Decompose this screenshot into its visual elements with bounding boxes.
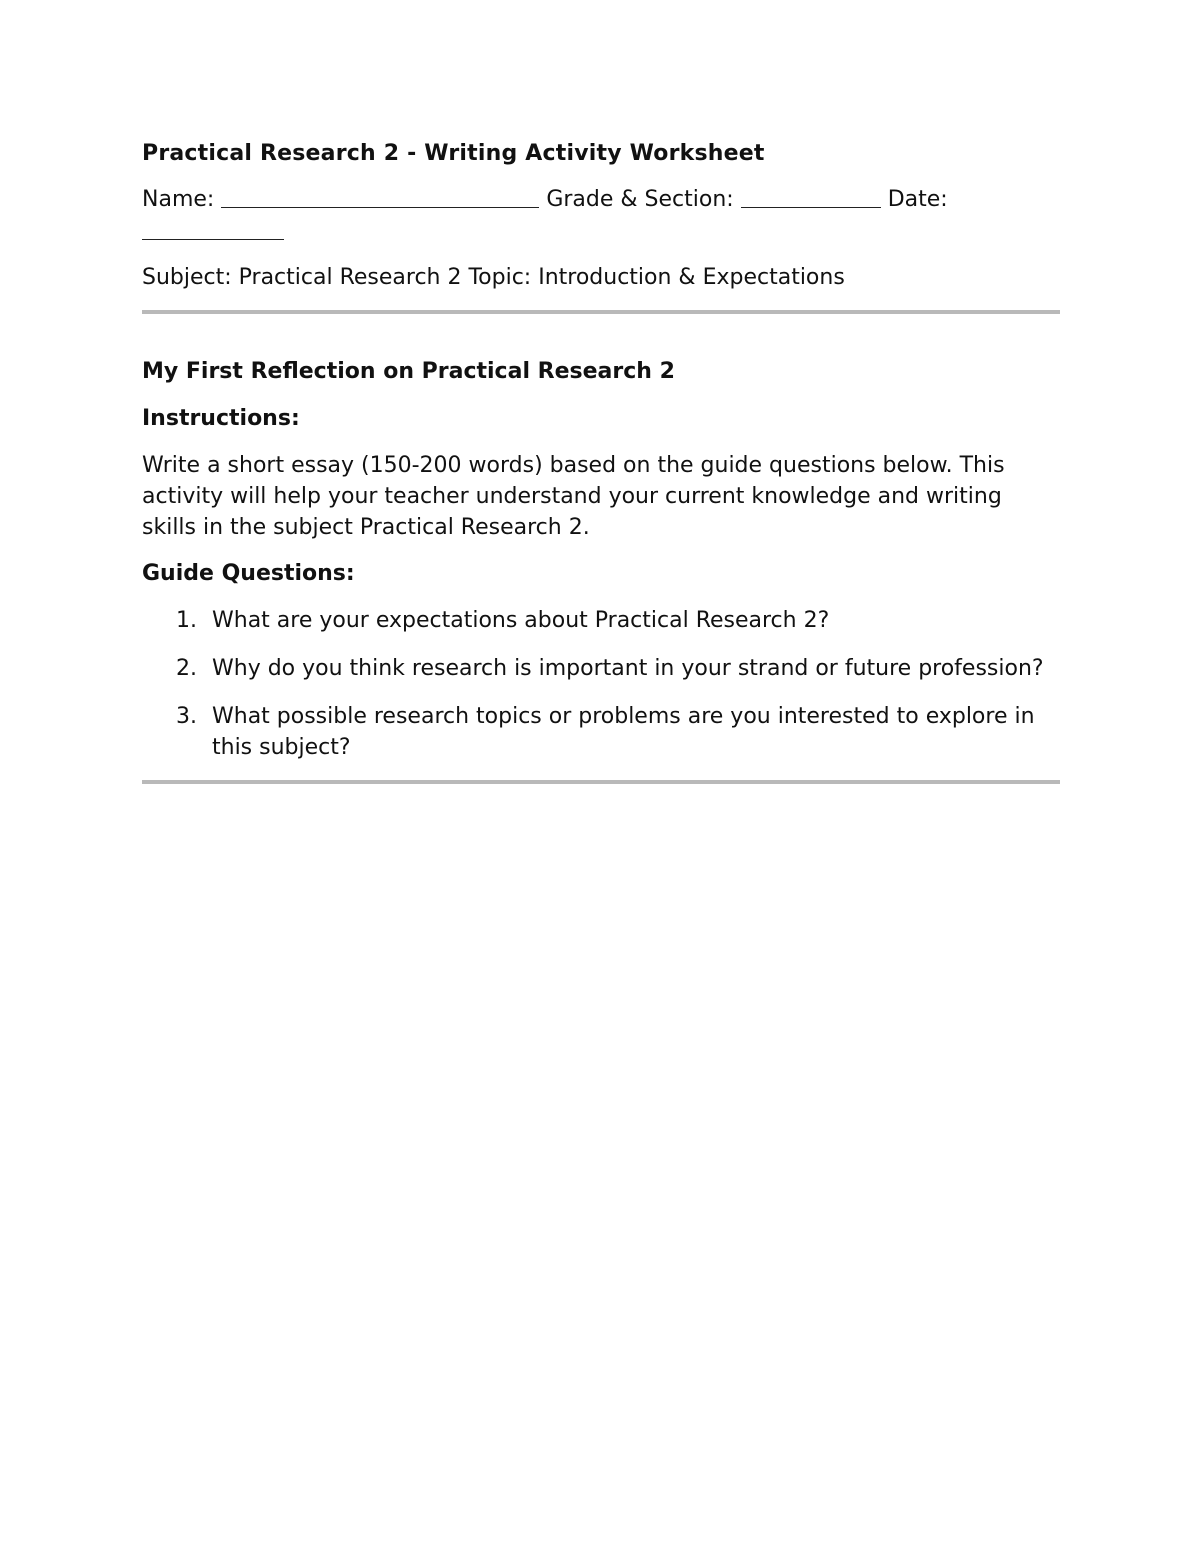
instructions-label: Instructions: [142, 406, 300, 431]
instructions-text: Write a short essay (150-200 words) based on the guide questions below. This activity will help your teacher understand your current knowledge and writing skills in the subject Practical Research 2. [142, 453, 1005, 540]
grade-section-label: Grade & Section: [546, 187, 734, 212]
guide-question-item [142, 605, 1060, 636]
worksheet-content [142, 138, 1060, 784]
question-text: What possible research topics or problems are you interested to explore in this subject? [212, 704, 1035, 760]
name-blank [221, 185, 539, 208]
document-title: Practical Research 2 - Writing Activity Worksheet [142, 141, 765, 166]
date-label: Date: [887, 187, 948, 212]
guide-question-item [142, 701, 1060, 763]
question-text: Why do you think research is important in your strand or future profession? [212, 656, 1044, 681]
guide-questions-label: Guide Questions: [142, 561, 355, 586]
question-text: What are your expectations about Practical Research 2? [212, 608, 830, 633]
horizontal-divider-bottom [142, 780, 1060, 784]
grade-section-blank [741, 185, 881, 208]
question-number: 2. [176, 656, 197, 681]
date-blank [142, 217, 284, 240]
guide-questions-list [142, 605, 1060, 763]
reflection-title: My First Reflection on Practical Research 2 [142, 359, 675, 384]
guide-question-item [142, 653, 1060, 684]
subject-topic-line: Subject: Practical Research 2 Topic: Introduction & Expectations [142, 265, 845, 290]
student-info-line [142, 184, 1060, 248]
name-label: Name: [142, 187, 215, 212]
question-number: 3. [176, 704, 197, 729]
horizontal-divider-top [142, 310, 1060, 314]
question-number: 1. [176, 608, 197, 633]
